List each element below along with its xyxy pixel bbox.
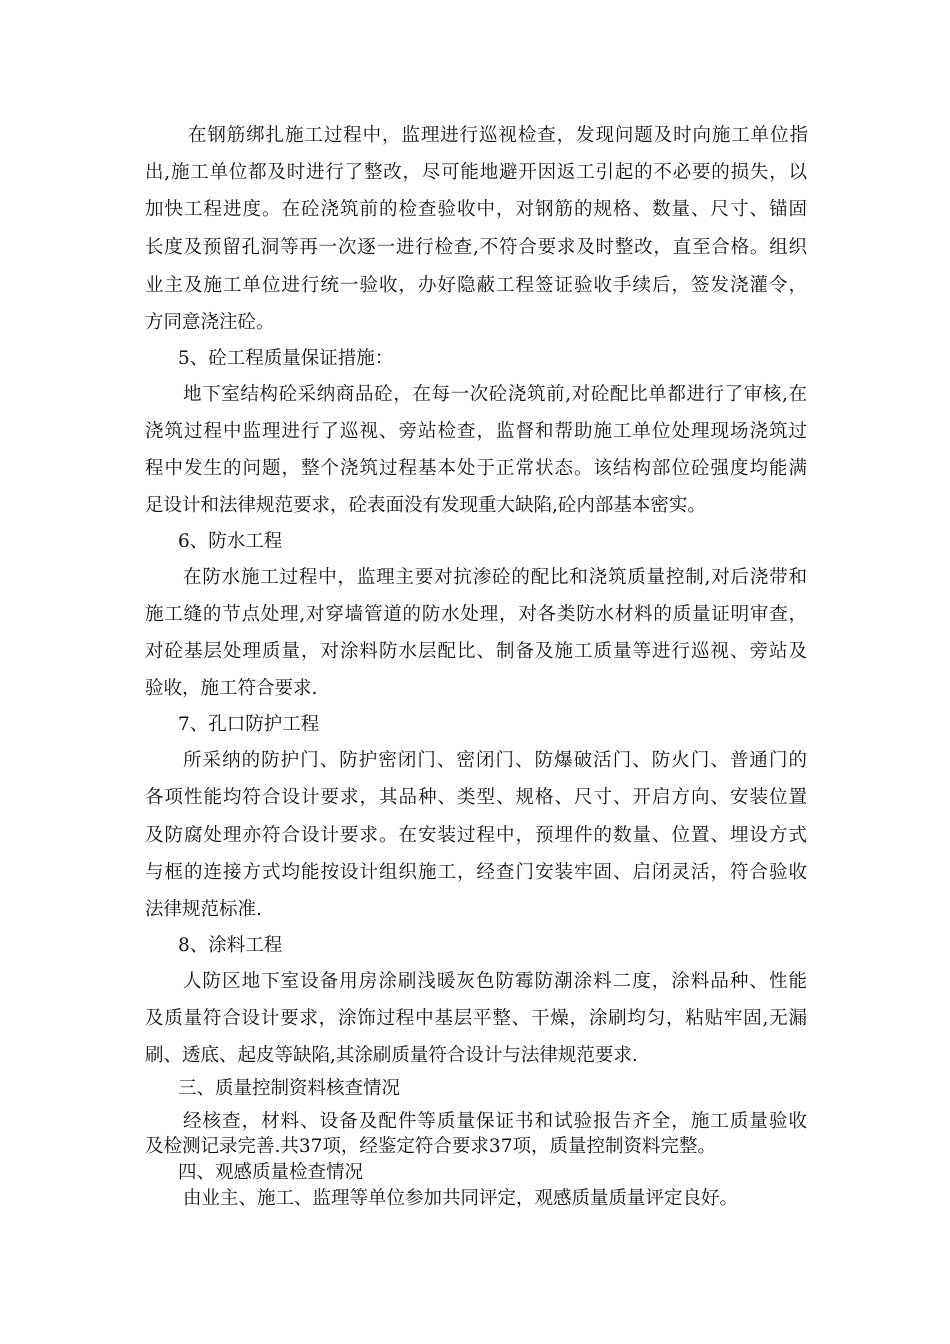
paragraph-line: 在钢筋绑扎施工过程中，监理进行巡视检查，发现问题及时向施工单位指 [188, 125, 808, 146]
paragraph-line: 验收，施工符合要求. [145, 678, 318, 699]
section-heading: 5、砼工程质量保证措施： [178, 348, 394, 369]
paragraph-line: 及检测记录完善.共37项，经鉴定符合要求37项，质量控制资料完整。 [145, 1136, 716, 1157]
paragraph-line: 与框的连接方式均能按设计组织施工，经查门安装牢固、启闭灵活，符合验收 [145, 862, 807, 883]
paragraph-line: 施工缝的节点处理,对穿墙管道的防水处理，对各类防水材料的质量证明审查， [145, 604, 807, 625]
paragraph-line: 所采纳的防护门、防护密闭门、密闭门、防爆破活门、防火门、普通门的 [183, 750, 807, 771]
paragraph-line: 由业主、施工、监理等单位参加共同评定，观感质量质量评定良好。 [183, 1188, 739, 1209]
paragraph-line: 出,施工单位都及时进行了整改，尽可能地避开因返工引起的不必要的损失，以 [145, 162, 807, 183]
paragraph-line: 业主及施工单位进行统一验收，办好隐蔽工程签证验收手续后，签发浇灌令， [145, 275, 807, 296]
paragraph-line: 足设计和法律规范要求，砼表面没有发现重大缺陷,砼内部基本密实。 [145, 495, 706, 516]
paragraph-line: 人防区地下室设备用房涂刷浅暖灰色防霉防潮涂料二度，涂料品种、性能 [183, 971, 807, 992]
paragraph-line: 在防水施工过程中，监理主要对抗渗砼的配比和浇筑质量控制,对后浇带和 [183, 567, 807, 588]
section-heading: 7、孔口防护工程 [178, 714, 320, 735]
paragraph-line: 经核查，材料、设备及配件等质量保证书和试验报告齐全，施工质量验收 [183, 1111, 807, 1132]
section-heading: 6、防水工程 [178, 531, 283, 552]
paragraph-line: 地下室结构砼采纳商品砼，在每一次砼浇筑前,对砼配比单都进行了审核,在 [183, 384, 807, 405]
paragraph-line: 刷、透底、起皮等缺陷,其涂刷质量符合设计与法律规范要求. [145, 1045, 638, 1066]
paragraph-line: 程中发生的问题，整个浇筑过程基本处于正常状态。该结构部位砼强度均能满 [145, 458, 807, 479]
paragraph-line: 各项性能均符合设计要求，其品种、类型、规格、尺寸、开启方向、安装位置 [145, 787, 807, 808]
section-heading: 8、涂料工程 [178, 935, 283, 956]
paragraph-line: 方同意浇注砼。 [145, 312, 275, 333]
paragraph-line: 及质量符合设计要求，涂饰过程中基层平整、干燥，涂刷均匀，粘贴牢固,无漏 [145, 1008, 807, 1029]
paragraph-line: 浇筑过程中监理进行了巡视、旁站检查，监督和帮助施工单位处理现场浇筑过 [145, 421, 807, 442]
paragraph-line: 法律规范标准. [145, 899, 262, 920]
section-heading: 四、观感质量检查情况 [178, 1162, 364, 1183]
paragraph-line: 长度及预留孔洞等再一次逐一进行检查,不符合要求及时整改，直至合格。组织 [145, 237, 807, 258]
paragraph-line: 对砼基层处理质量，对涂料防水层配比、制备及施工质量等进行巡视、旁站及 [145, 641, 807, 662]
paragraph-line: 加快工程进度。在砼浇筑前的检查验收中，对钢筋的规格、数量、尺寸、锚固 [145, 199, 807, 220]
section-heading: 三、质量控制资料核查情况 [178, 1078, 401, 1099]
paragraph-line: 及防腐处理亦符合设计要求。在安装过程中，预埋件的数量、位置、埋设方式 [145, 825, 807, 846]
